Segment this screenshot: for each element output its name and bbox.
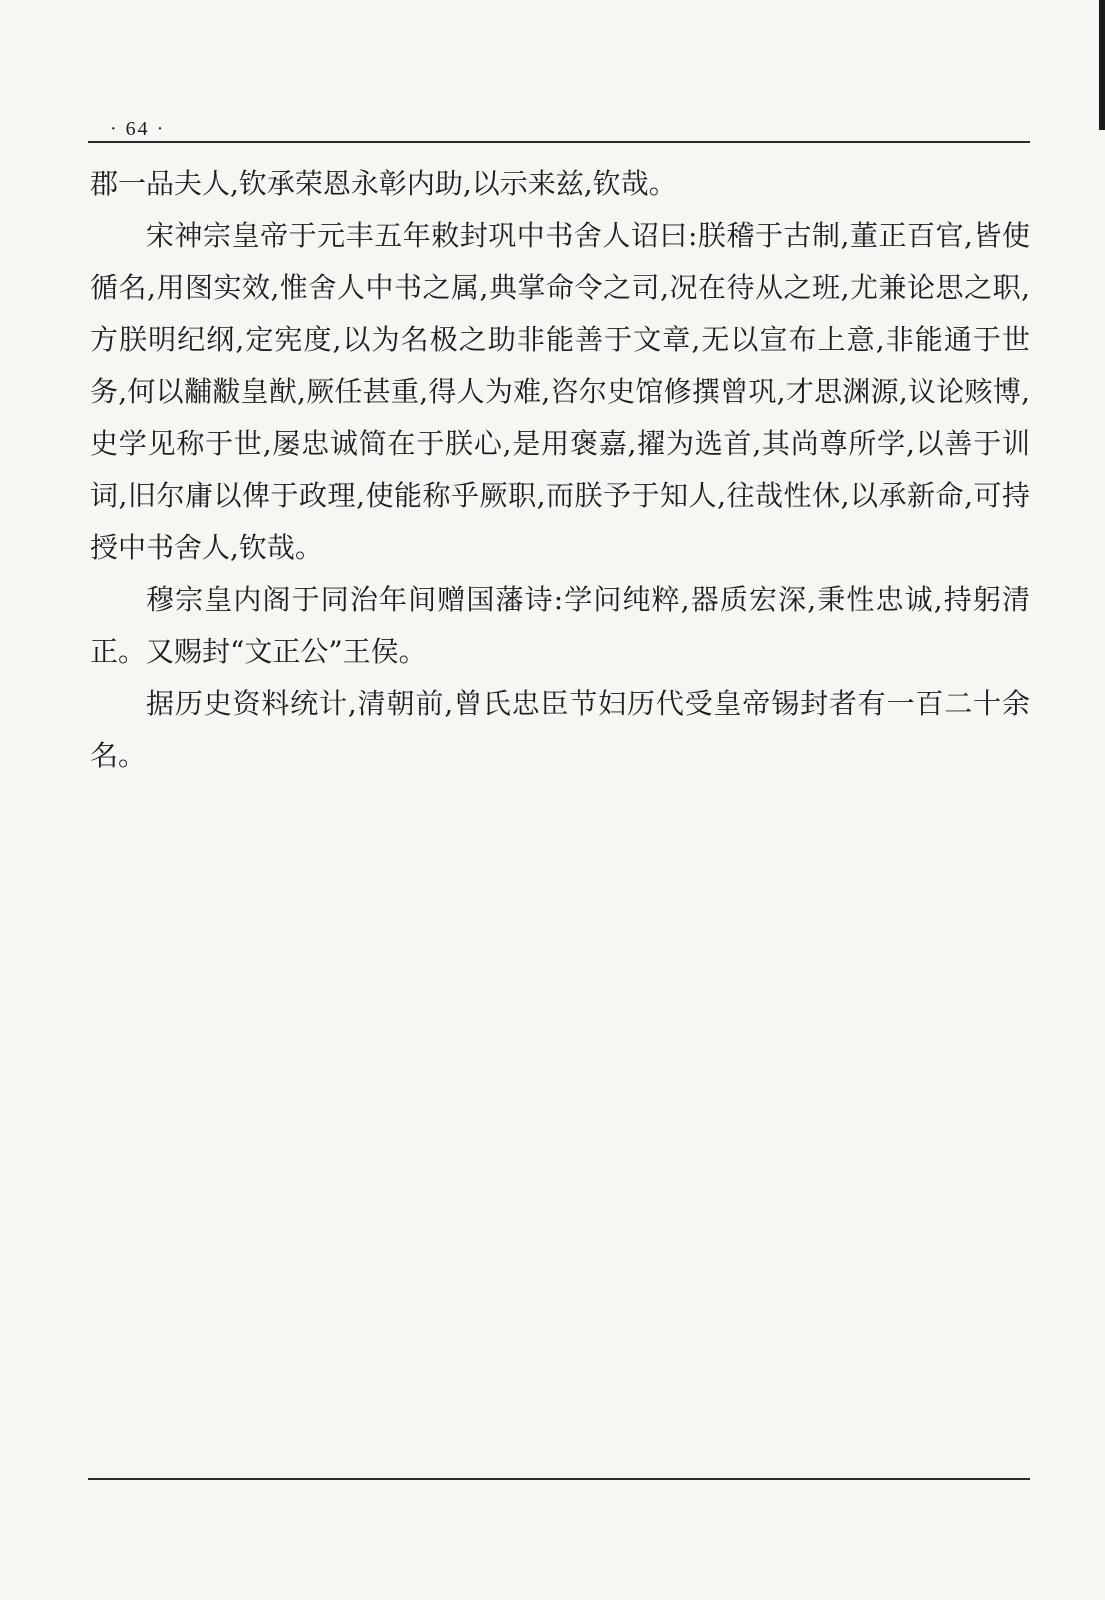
page-number: · 64 ·: [110, 118, 166, 140]
scan-edge-mark: [1099, 0, 1105, 130]
paragraph-poem: 穆宗皇内阁于同治年间赠国藩诗:学问纯粹,器质宏深,秉性忠诚,持躬清正。又赐封“文正公”王侯。: [90, 583, 1030, 668]
paragraph-statistics: 据历史资料统计,清朝前,曾氏忠臣节妇历代受皇帝锡封者有一百二十余名。: [90, 687, 1030, 772]
paragraph-continuation: 郡一品夫人,钦承荣恩永彰内助,以示来兹,钦哉。: [90, 167, 677, 200]
paragraph-edict: 宋神宗皇帝于元丰五年敕封巩中书舍人诏曰:朕稽于古制,董正百官,皆使循名,用图实效,惟舍人中书之属,典掌命令之司,况在待从之班,尤兼论思之职,方朕明纪纲,定宪度,以为名极之助非能善于文章,无以宣布上意,非能通于世务,何以黼黻皇猷,厥任甚重,得人为难,咨尔史馆修撰曾巩,才思渊源,议论赅博,史学见称于世,屡忠诚简在于朕心,是用褒嘉,擢为选首,其尚尊所学,以善于训词,旧尔庸以俾于政理,使能称乎厥职,而朕予于知人,往哉性休,以承新命,可持授中书舍人,钦哉。: [90, 219, 1030, 564]
footer-rule: [88, 1478, 1030, 1480]
body-text: [90, 158, 1030, 782]
header-rule: [88, 141, 1030, 143]
